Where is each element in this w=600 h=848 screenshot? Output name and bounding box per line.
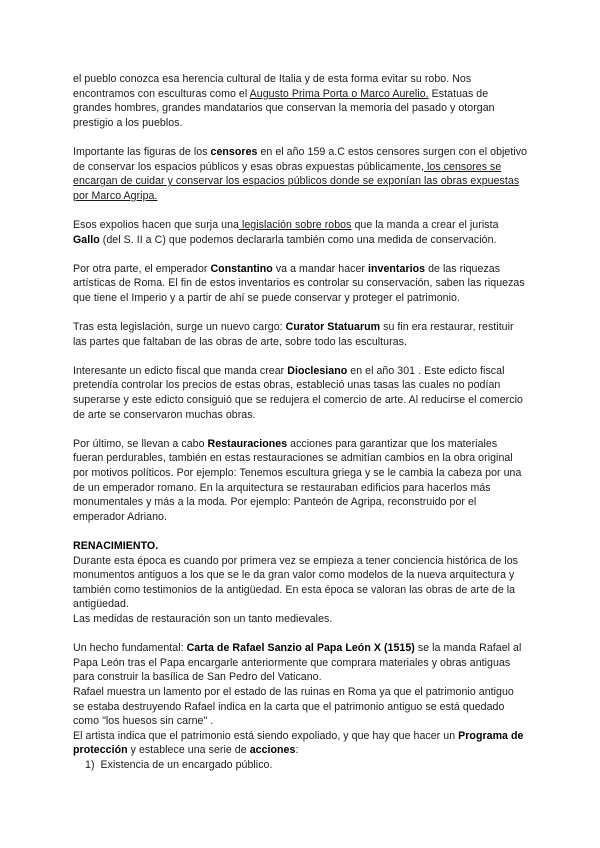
bold-acciones: acciones bbox=[249, 744, 296, 757]
paragraph-restauraciones bbox=[73, 437, 528, 525]
text-span: Por otra parte, el emperador bbox=[73, 262, 211, 275]
bold-constantino: Constantino bbox=[210, 262, 273, 275]
text-span: Estatuas de grandes hombres, grandes mandatarios que conservan la memoria del pasado y otorgan prestigio a los pueblos. bbox=[73, 87, 495, 129]
text-span: se la manda Rafael al Papa León tras el Papa encargarle anteriormente que comprara materiales y obras antiguas para construir la basílica de San Pedro del Vaticano. bbox=[73, 642, 522, 684]
paragraph-constantino bbox=[73, 262, 528, 306]
text-span: Esos expolios hacen que surja una bbox=[73, 218, 239, 231]
actions-list bbox=[73, 758, 528, 773]
underlined-legislacion: legislación sobre robos bbox=[238, 218, 352, 231]
text-span: Importante las figuras de los bbox=[73, 145, 211, 158]
text-span: (del S. II a C) que podemos declararla también como una medida de conservación. bbox=[99, 233, 497, 246]
text-span: Un hecho fundamental: bbox=[73, 642, 187, 655]
text-span: Por último, se llevan a cabo bbox=[73, 437, 208, 450]
link-augusto[interactable]: Augusto Prima Porta o Marco Aurelio. bbox=[249, 87, 429, 100]
list-text: Existencia de un encargado público. bbox=[100, 758, 273, 771]
bold-restauraciones: Restauraciones bbox=[207, 437, 288, 450]
paragraph-lamento: Rafael muestra un lamento por el estado de las ruinas en Roma ya que el patrimonio antiguo se estaba destruyendo Rafael indica en la carta que el patrimonio antiguo se está quedado como "los huesos sin carne" . bbox=[73, 685, 514, 728]
bold-gallo: Gallo bbox=[73, 233, 100, 246]
text-span: acciones para garantizar que los materiales fueran perdurables, también en estas restauraciones se admitían cambios en la obra original por motivos políticos. Por ejemplo: Tenemos escultura griega y se le cambia la cabeza por una de un emperador romano. En la arquitectura se restauraban edificios para hacerlos más monumentales y más a la moda. Por ejemplo: Panteón de Agripa, reconstruido por el emperador Adriano. bbox=[73, 437, 522, 523]
text-span: va a mandar hacer bbox=[272, 262, 368, 275]
paragraph-renacimiento: Durante esta época es cuando por primera vez se empieza a tener conciencia histórica de los monumentos antiguos a los que se le da gran valor como modelos de la nueva arquitectura y también como testimonios de la antigüedad. En esta época se valoran las obras de arte de la antigüedad. bbox=[73, 554, 519, 611]
bold-curator: Curator Statuarum bbox=[285, 321, 381, 334]
bold-dioclesiano: Dioclesiano bbox=[287, 364, 348, 377]
text-span: en el año 159 a.C estos censores surgen con el objetivo de conservar los espacios públicos y esas obras expuestas públicamente, bbox=[73, 145, 528, 173]
text-span: en el año 301 . Este edicto fiscal pretendía controlar los precios de estas obras, estableció unas tasas las cuales no podían superarse y este edicto consiguió que se redujera el comercio de arte. Al reducirse el comercio de arte se conservaron muchas obras. bbox=[73, 364, 523, 421]
paragraph-dioclesiano bbox=[73, 364, 528, 422]
bold-carta-rafael: Carta de Rafael Sanzio al Papa León X (1515) bbox=[186, 642, 415, 655]
paragraph-programa bbox=[73, 729, 528, 758]
text-span: de las riquezas artísticas de Roma. El fin de estos inventarios es controlar su conservación, saben las riquezas que tiene el Imperio y a partir de ahí se puede conservar y proteger el patrimonio. bbox=[73, 262, 525, 304]
text-span: su fin era restaurar, restituir las partes que faltaban de las obras de arte, sobre todo las esculturas. bbox=[73, 321, 514, 348]
paragraph-esculturas bbox=[73, 72, 528, 130]
paragraph-carta-rafael bbox=[73, 641, 528, 685]
text-span: el pueblo conozca esa herencia cultural de Italia y de esta forma evitar su robo. Nos encontramos con esculturas como el bbox=[73, 73, 472, 100]
section-heading-renacimiento: RENACIMIENTO. bbox=[73, 540, 159, 552]
text-span: : bbox=[295, 744, 299, 757]
bold-censores: censores bbox=[210, 145, 258, 158]
paragraph-legislacion bbox=[73, 218, 528, 247]
bold-programa: Programa de protección bbox=[73, 729, 524, 757]
underlined-text: los censores se encargan de cuidar y conservar los espacios públicos donde se exponían las obras expuestas por Marco Agripa. bbox=[73, 160, 520, 202]
text-span: Tras esta legislación, surge un nuevo cargo: bbox=[73, 321, 286, 334]
list-item bbox=[85, 758, 528, 773]
text-span: El artista indica que el patrimonio está siendo expoliado, y que hay que hacer un bbox=[73, 729, 459, 742]
text-span: y establece una serie de bbox=[127, 744, 250, 757]
text-span: que la manda a crear el jurista bbox=[351, 218, 499, 231]
bold-inventarios: inventarios bbox=[368, 262, 426, 275]
paragraph-censores bbox=[73, 145, 528, 203]
paragraph-curator bbox=[73, 320, 528, 349]
text-span: Interesante un edicto fiscal que manda crear bbox=[73, 364, 288, 377]
list-number: 1) bbox=[85, 758, 95, 771]
paragraph-medidas: Las medidas de restauración son un tanto medievales. bbox=[73, 612, 333, 625]
